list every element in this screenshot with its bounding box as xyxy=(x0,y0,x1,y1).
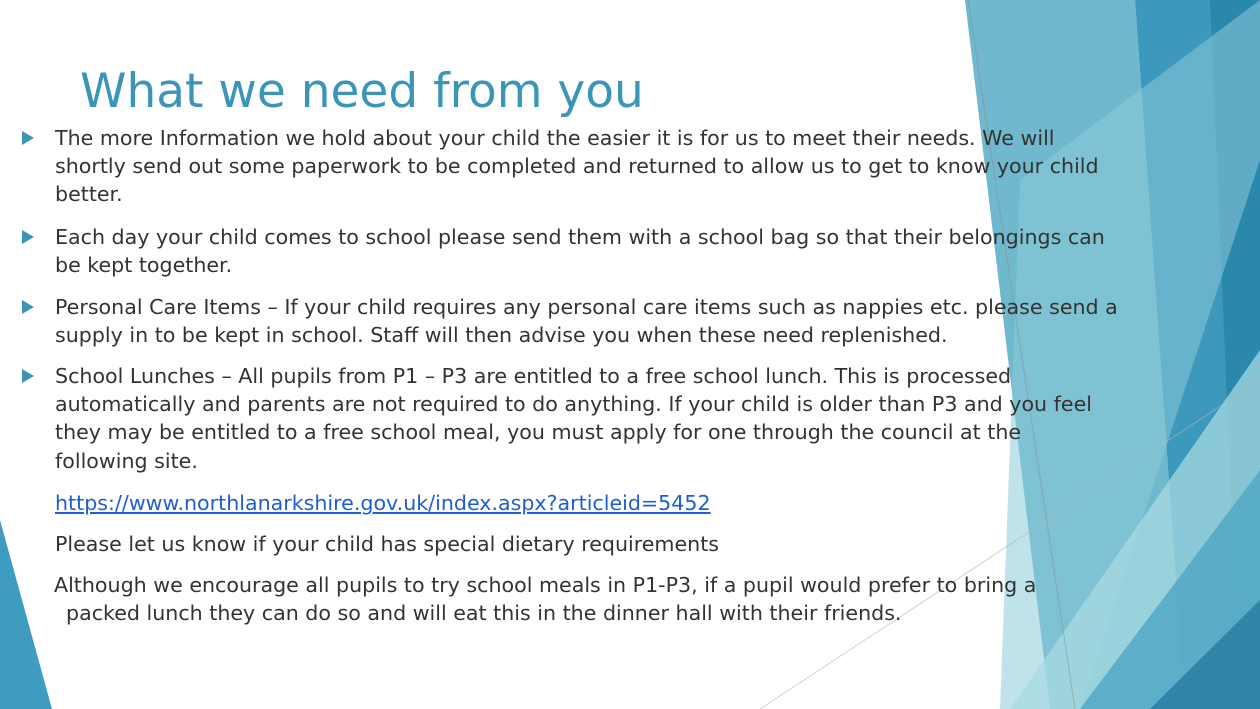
council-link[interactable]: https://www.northlanarkshire.gov.uk/index.aspx?articleid=5452 xyxy=(55,491,711,515)
bullet-item: Each day your child comes to school please send them with a school bag so that their belongings can be kept together. xyxy=(55,225,1105,278)
bullet-item: Personal Care Items – If your child requires any personal care items such as nappies etc. please send a supply in to be kept in school. Staff will then advise you when these need replenished. xyxy=(55,295,1118,348)
packed-lunch-line-2: packed lunch they can do so and will eat this in the dinner hall with their friends. xyxy=(66,601,902,625)
bullet-arrow-icon xyxy=(22,300,34,314)
bullet-arrow-icon xyxy=(22,131,34,145)
bullet-arrow-icon xyxy=(22,230,34,244)
dietary-note: Please let us know if your child has special dietary requirements xyxy=(55,532,719,556)
bullet-item: The more Information we hold about your child the easier it is for us to meet their needs. We will shortly send out some paperwork to be completed and returned to allow us to get to know your child better. xyxy=(55,126,1099,207)
bullet-arrow-icon xyxy=(22,369,34,383)
slide-title: What we need from you xyxy=(80,64,644,119)
bullet-item: School Lunches – All pupils from P1 – P3 are entitled to a free school lunch. This is processed automatically and parents are not required to do anything. If your child is older than P3 and you feel they may be entitled to a free school meal, you must apply for one through the council at the following site. xyxy=(55,364,1092,473)
packed-lunch-line-1: Although we encourage all pupils to try school meals in P1-P3, if a pupil would prefer to bring a xyxy=(54,573,1037,597)
